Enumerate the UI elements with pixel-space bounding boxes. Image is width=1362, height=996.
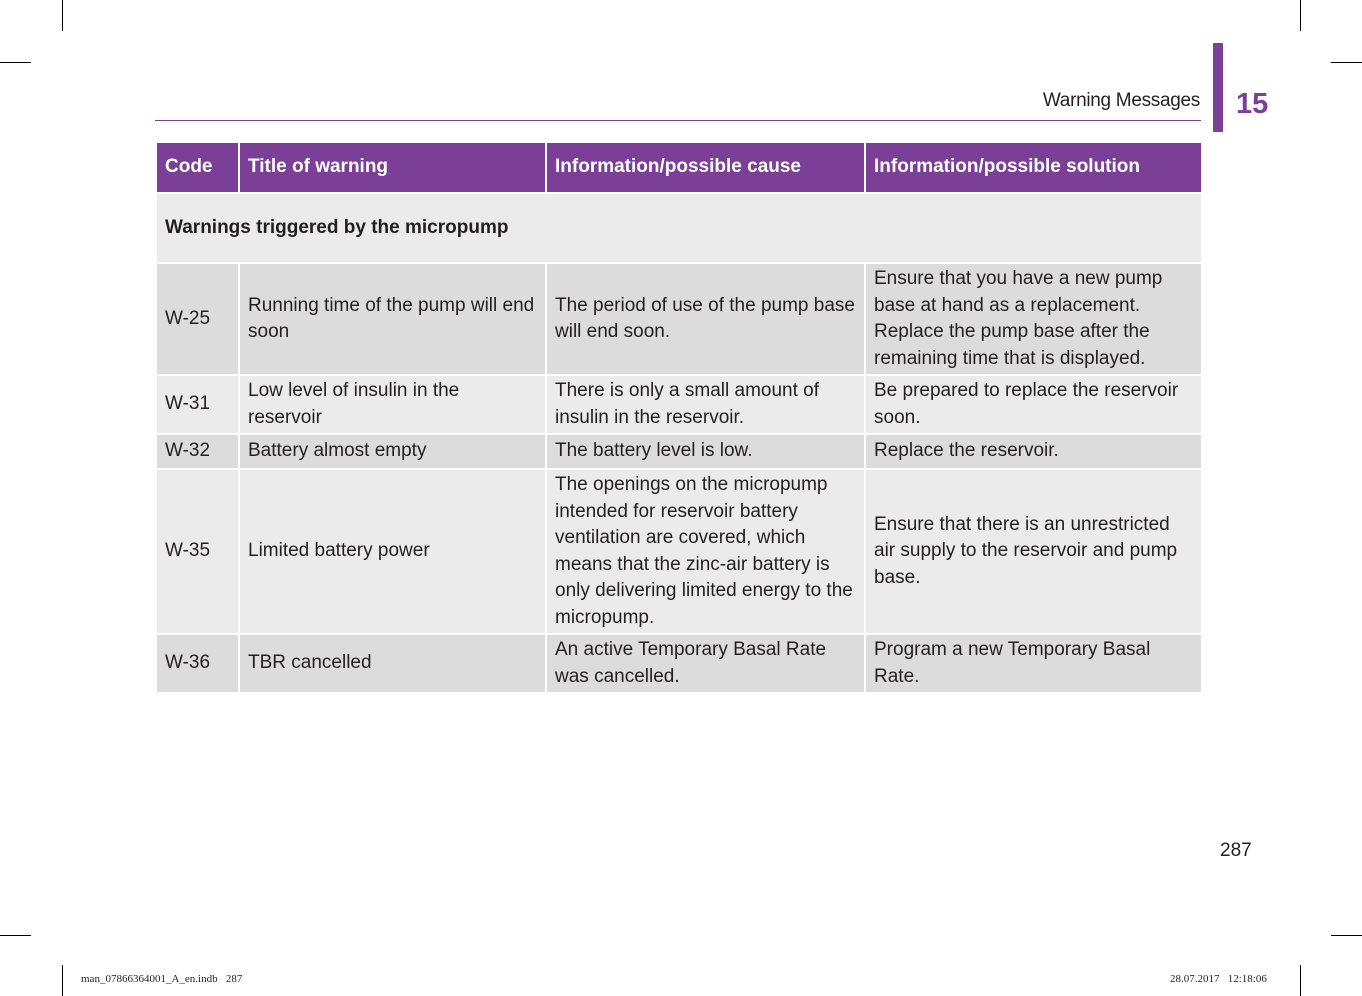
column-header-code: Code bbox=[156, 142, 239, 193]
warning-title: TBR cancelled bbox=[239, 634, 546, 693]
warning-cause: There is only a small amount of insulin in the reservoir. bbox=[546, 375, 865, 434]
print-slug-timestamp: 28.07.2017 12:18:06 bbox=[1170, 973, 1267, 985]
warning-cause: The openings on the micropump intended for reservoir battery ventilation are covered, which means that the zinc-air battery is only delivering limited energy to the micropump. bbox=[546, 469, 865, 634]
header-rule bbox=[155, 120, 1201, 121]
print-slug-file: man_07866364001_A_en.indb 287 bbox=[81, 973, 243, 985]
warning-solution: Ensure that there is an unrestricted air supply to the reservoir and pump base. bbox=[865, 469, 1202, 634]
warning-title: Limited battery power bbox=[239, 469, 546, 634]
crop-mark-top-left bbox=[62, 0, 63, 31]
crop-mark-top-right bbox=[1300, 0, 1301, 31]
warning-code: W-36 bbox=[156, 634, 239, 693]
column-header-title: Title of warning bbox=[239, 142, 546, 193]
warning-solution: Program a new Temporary Basal Rate. bbox=[865, 634, 1202, 693]
column-header-solution: Information/possible solution bbox=[865, 142, 1202, 193]
warning-cause: The battery level is low. bbox=[546, 434, 865, 469]
warning-solution-secondary: Replace the pump base after the remaining time that is displayed. bbox=[874, 321, 1150, 369]
table-row bbox=[156, 263, 1202, 375]
warning-code: W-32 bbox=[156, 434, 239, 469]
warning-title: Battery almost empty bbox=[239, 434, 546, 469]
warnings-table bbox=[155, 141, 1203, 694]
warning-code: W-25 bbox=[156, 263, 239, 375]
warning-solution: Be prepared to replace the reservoir soon. bbox=[865, 375, 1202, 434]
crop-mark-right-bottom bbox=[1331, 935, 1362, 936]
crop-mark-bottom-right bbox=[1300, 965, 1301, 996]
chapter-tab bbox=[1213, 43, 1223, 132]
table-row bbox=[156, 375, 1202, 434]
column-header-cause: Information/possible cause bbox=[546, 142, 865, 193]
crop-mark-left-bottom bbox=[0, 935, 31, 936]
warning-code: W-35 bbox=[156, 469, 239, 634]
crop-mark-right-top bbox=[1331, 62, 1362, 63]
section-heading-row bbox=[156, 193, 1202, 263]
running-header-title: Warning Messages bbox=[1042, 90, 1200, 111]
table-row bbox=[156, 634, 1202, 693]
warning-solution-cell bbox=[865, 263, 1202, 375]
section-heading: Warnings triggered by the micropump bbox=[156, 193, 1202, 263]
crop-mark-bottom-left bbox=[62, 965, 63, 996]
warning-title: Low level of insulin in the reservoir bbox=[239, 375, 546, 434]
table-header-row bbox=[156, 142, 1202, 193]
warning-solution: Replace the reservoir. bbox=[865, 434, 1202, 469]
page-number: 287 bbox=[1220, 840, 1252, 861]
chapter-number: 15 bbox=[1236, 88, 1269, 120]
table-row bbox=[156, 434, 1202, 469]
warning-solution: Ensure that you have a new pump base at hand as a replacement. bbox=[874, 268, 1163, 316]
warning-code: W-31 bbox=[156, 375, 239, 434]
warning-title: Running time of the pump will end soon bbox=[239, 263, 546, 375]
warning-cause: An active Temporary Basal Rate was cancelled. bbox=[546, 634, 865, 693]
crop-mark-left-top bbox=[0, 62, 31, 63]
warning-cause: The period of use of the pump base will end soon. bbox=[546, 263, 865, 375]
table-row bbox=[156, 469, 1202, 634]
